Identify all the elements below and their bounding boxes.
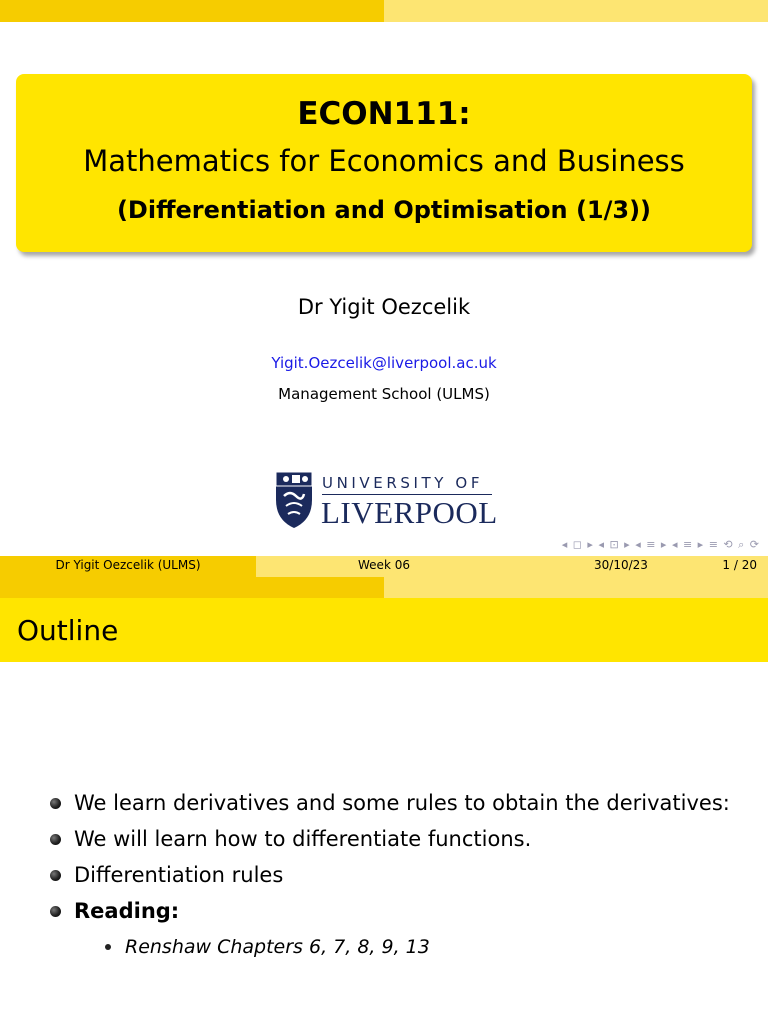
list-item-text: Differentiation rules [74,863,284,887]
author-name: Dr Yigit Oezcelik [297,295,471,319]
beamer-navigation-icons[interactable]: ◂ ◻ ▸ ◂ ⊡ ▸ ◂ ≡ ▸ ◂ ≡ ▸ ≡ ⟲ ⌕ ⟳ [561,538,760,551]
slide1-header-bar [0,0,768,22]
header-bar-left [0,577,384,598]
frame-title-bar [0,598,768,662]
course-code: ECON111: [297,96,471,132]
lecture-topic: (Differentiation and Optimisation (1/3)) [116,196,652,224]
course-title: Mathematics for Economics and Business [83,144,685,178]
footer-author: Dr Yigit Oezcelik (ULMS) [0,556,256,577]
list-item [0,785,768,821]
bullet-icon [50,798,61,809]
footer-week: Week 06 [256,556,512,577]
sub-list-item-text: Renshaw Chapters 6, 7, 8, 9, 13 [125,936,430,958]
bullet-icon [50,834,61,845]
list-item [0,893,768,929]
sub-bullet-icon [105,944,111,950]
outline-list [0,785,768,929]
header-bar-left [0,0,384,22]
author-email-link[interactable]: Yigit.Oezcelik@liverpool.ac.uk [271,354,497,372]
institution: Management School (ULMS) [278,385,490,403]
reading-list [0,930,768,964]
list-item [0,857,768,893]
header-bar-right [384,577,768,598]
list-item [0,821,768,857]
frame-title: Outline [17,614,119,647]
list-item-text: We learn derivatives and some rules to obtain the derivatives: [74,791,730,815]
footer-page-number: 1 / 20 [722,558,757,572]
list-item-text: Reading: [74,899,180,923]
footer-date: 30/10/23 [594,558,648,572]
bullet-icon [50,870,61,881]
slide-footer [0,556,768,577]
liverpool-crest-icon [274,470,314,530]
slide2-header-bar [0,577,768,598]
university-logo [274,470,496,532]
title-box [16,74,752,252]
logo-line-liverpool: LIVERPOOL [321,495,498,530]
header-bar-right [384,0,768,22]
footer-right [512,556,768,577]
sub-list-item [0,930,768,964]
logo-line-university: UNIVERSITY OF [322,474,484,492]
bullet-icon [50,906,61,917]
list-item-text: We will learn how to differentiate functions. [74,827,532,851]
